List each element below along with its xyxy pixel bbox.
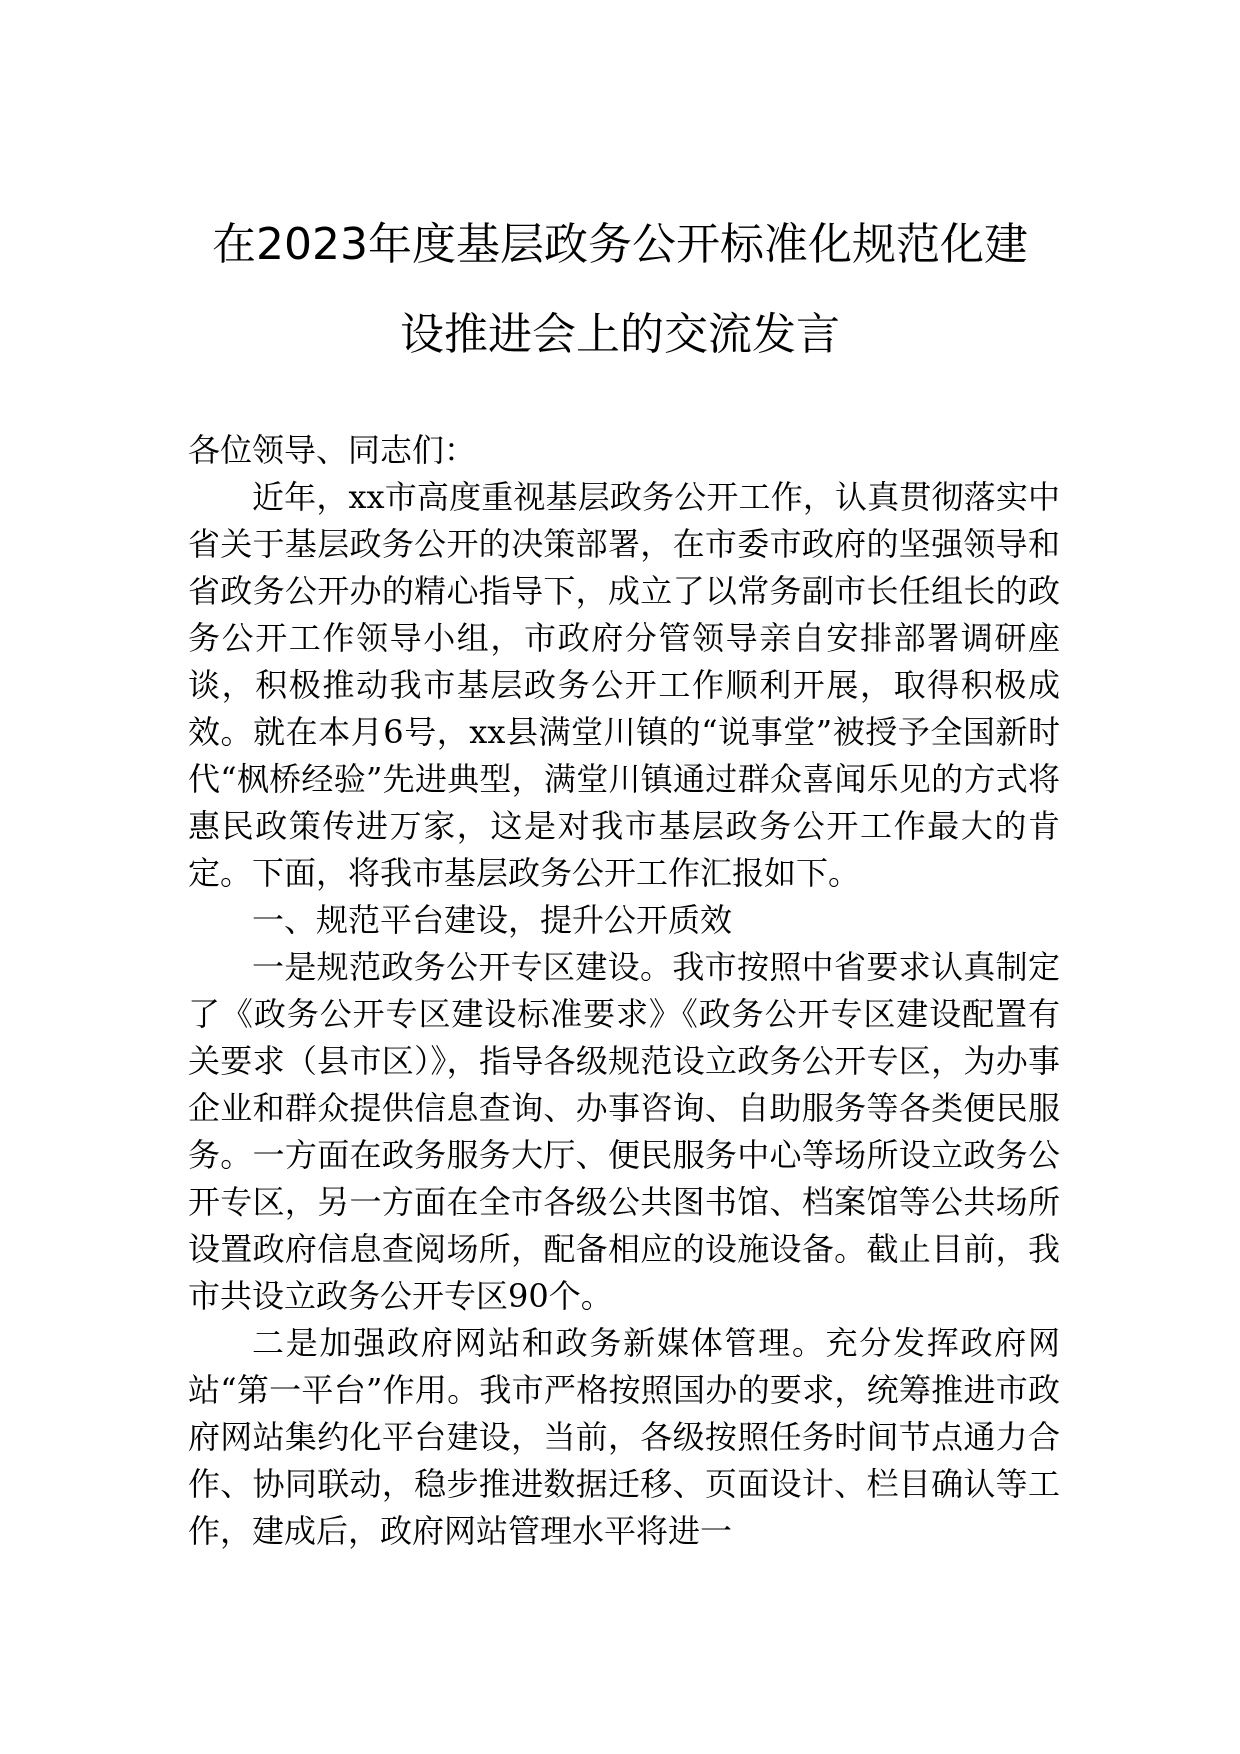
section-heading: 一、规范平台建设，提升公开质效 (252, 901, 733, 939)
salutation: 各位领导、同志们： (188, 431, 477, 469)
intro-paragraph: 近年，xx市高度重视基层政务公开工作，认真贯彻落实中省关于基层政务公开的决策部署，在市委市政府的坚强领导和省政务公开办的精心指导下，成立了以常务副市长任组长的政务公开工作领导小组，市政府分管领导亲自安排部署调研座谈，积极推动我市基层政务公开工作顺利开展，取得积极成效。就在本月6号，xx县满堂川镇的“说事堂”被授予全国新时代“枫桥经验”先进典型，满堂川镇通过群众喜闻乐见的方式将惠民政策传进万家，这是对我市基层政务公开工作最大的肯定。下面，将我市基层政务公开工作汇报如下。 (188, 478, 1060, 892)
section-paragraph-1: 一是规范政务公开专区建设。我市按照中省要求认真制定了《政务公开专区建设标准要求》《政务公开专区建设配置有关要求（县市区）》，指导各级规范设立政务公开专区，为办事企业和群众提供信息查询、办事咨询、自助服务等各类便民服务。一方面在政务服务大厅、便民服务中心等场所设立政务公开专区，另一方面在全市各级公共图书馆、档案馆等公共场所设置政府信息查阅场所，配备相应的设施设备。截止目前，我市共设立政务公开专区90个。 (188, 948, 1060, 1315)
document-title-line-1: 在2023年度基层政务公开标准化规范化建 (212, 219, 1028, 270)
document-title-line-2: 设推进会上的交流发言 (400, 309, 840, 360)
section-paragraph-2: 二是加强政府网站和政务新媒体管理。充分发挥政府网站“第一平台”作用。我市严格按照国办的要求，统筹推进市政府网站集约化平台建设，当前，各级按照任务时间节点通力合作、协同联动，稳步推进数据迁移、页面设计、栏目确认等工作，建成后，政府网站管理水平将进一 (188, 1324, 1060, 1550)
document-body (188, 427, 1060, 1555)
